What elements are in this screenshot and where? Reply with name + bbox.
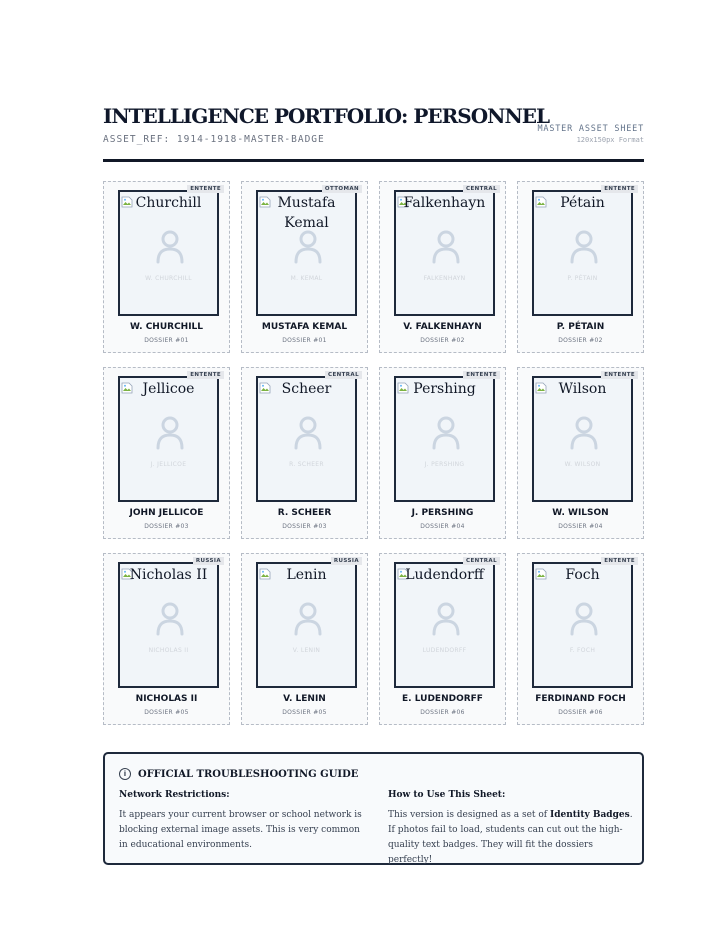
person-silhouette-icon [431,602,461,636]
faction-tag: ENTENTE [187,185,224,193]
troubleshooting-guide [103,752,644,865]
person-silhouette-icon [569,230,599,264]
photo-caption: NICHOLAS II [148,647,189,654]
photo-alt-text: Falkenhayn [403,195,486,211]
photo-alt-text: Lenin [286,567,327,583]
dossier-number: DOSSIER #06 [558,709,603,716]
badge-name: V. LENIN [283,694,326,704]
person-silhouette-icon [293,602,323,636]
person-silhouette-icon [569,602,599,636]
faction-tag: ENTENTE [601,371,638,379]
faction-tag: RUSSIA [193,557,224,565]
badge-card [241,181,368,353]
badge-name: FERDINAND FOCH [535,694,626,704]
format-label: 120x150px Format [576,136,644,144]
badge-card [517,553,644,725]
person-silhouette-icon [155,416,185,450]
photo-frame [532,376,633,502]
person-silhouette-icon [431,230,461,264]
person-silhouette-icon [431,416,461,450]
badge-name: P. PÉTAIN [556,322,605,332]
faction-tag: ENTENTE [187,371,224,379]
faction-tag: OTTOMAN [322,185,362,193]
asset-ref: ASSET_REF: 1914-1918-MASTER-BADGE [103,134,325,145]
photo-frame [394,190,495,316]
dossier-number: DOSSIER #01 [282,337,327,344]
faction-tag: ENTENTE [601,557,638,565]
badge-name: W. WILSON [552,508,609,518]
badge-card [103,181,230,353]
badge-name: W. CHURCHILL [129,322,204,332]
guide-usage-column [388,790,638,868]
master-asset-label: MASTER ASSET SHEET [537,124,644,134]
badge-name: J. PERSHING [411,508,474,518]
photo-frame [118,190,219,316]
faction-tag: CENTRAL [463,185,500,193]
dossier-number: DOSSIER #04 [558,523,603,530]
photo-caption: M. KEMAL [290,275,323,282]
photo-alt-text: Pershing [413,381,476,397]
photo-alt-text: Scheer [281,381,332,397]
photo-caption: F. FOCH [569,647,596,654]
faction-tag: ENTENTE [601,185,638,193]
photo-caption: FALKENHAYN [423,275,466,282]
person-silhouette-icon [293,416,323,450]
photo-frame [256,562,357,688]
guide-network-text: It appears your current browser or school network is blocking external image assets. This is very common in educational environments. [119,810,362,850]
photo-alt-text: Wilson [558,381,607,397]
page-title: INTELLIGENCE PORTFOLIO: PERSONNEL [103,104,550,128]
photo-alt-text: Mustafa Kemal [277,195,336,231]
guide-network-heading: Network Restrictions: [119,790,230,800]
photo-frame [256,376,357,502]
badge-card [379,181,506,353]
photo-alt-text: Churchill [135,195,202,211]
badge-grid [103,181,644,725]
badge-card [103,553,230,725]
faction-tag: CENTRAL [325,371,362,379]
photo-caption: LUDENDORFF [422,647,467,654]
guide-usage-heading: How to Use This Sheet: [388,790,506,800]
dossier-number: DOSSIER #01 [144,337,189,344]
photo-caption: W. CHURCHILL [145,275,192,282]
dossier-number: DOSSIER #02 [420,337,465,344]
dossier-number: DOSSIER #06 [420,709,465,716]
dossier-number: DOSSIER #03 [144,523,189,530]
photo-frame [532,562,633,688]
badge-name: MUSTAFA KEMAL [261,322,348,332]
info-icon: i [119,768,131,780]
badge-card [379,367,506,539]
header-meta [537,124,644,144]
person-silhouette-icon [155,602,185,636]
photo-caption: V. LENIN [292,647,321,654]
person-silhouette-icon [155,230,185,264]
photo-caption: J. PERSHING [424,461,465,468]
guide-usage-text-bold: Identity Badges [550,810,630,820]
person-silhouette-icon [569,416,599,450]
badge-card [517,367,644,539]
photo-alt-text: Foch [565,567,600,583]
photo-caption: W. WILSON [564,461,601,468]
badge-name: E. LUDENDORFF [402,694,483,704]
dossier-number: DOSSIER #02 [558,337,603,344]
photo-frame [256,190,357,316]
photo-frame [118,376,219,502]
guide-usage-text [388,808,638,868]
photo-frame [532,190,633,316]
photo-alt-text: Ludendorff [405,567,484,583]
photo-alt-text: Jellicoe [142,381,195,397]
header [103,104,644,162]
photo-frame [118,562,219,688]
person-silhouette-icon [293,230,323,264]
guide-usage-text-end: . If photos fail to load, students can cut out the high-quality text badges. They will fit the dossiers perfectly! [388,810,633,865]
badge-card [517,181,644,353]
badge-card [103,367,230,539]
badge-name: R. SCHEER [277,508,332,518]
dossier-number: DOSSIER #04 [420,523,465,530]
photo-caption: J. JELLICOE [150,461,187,468]
photo-frame [394,376,495,502]
photo-alt-text: Pétain [560,195,605,211]
faction-tag: RUSSIA [331,557,362,565]
guide-header [119,768,358,780]
badge-card [379,553,506,725]
faction-tag: CENTRAL [463,557,500,565]
faction-tag: ENTENTE [463,371,500,379]
badge-name: JOHN JELLICOE [129,508,204,518]
guide-network-column [119,790,369,853]
badge-card [241,367,368,539]
photo-alt-text: Nicholas II [129,567,208,583]
photo-caption: R. SCHEER [289,461,324,468]
guide-usage-text-start: This version is designed as a set of [388,810,550,820]
dossier-number: DOSSIER #03 [282,523,327,530]
badge-card [241,553,368,725]
photo-frame [394,562,495,688]
dossier-number: DOSSIER #05 [144,709,189,716]
dossier-number: DOSSIER #05 [282,709,327,716]
badge-name: V. FALKENHAYN [403,322,482,332]
badge-name: NICHOLAS II [135,694,198,704]
photo-caption: P. PÉTAIN [567,275,598,282]
guide-title: OFFICIAL TROUBLESHOOTING GUIDE [138,768,359,780]
